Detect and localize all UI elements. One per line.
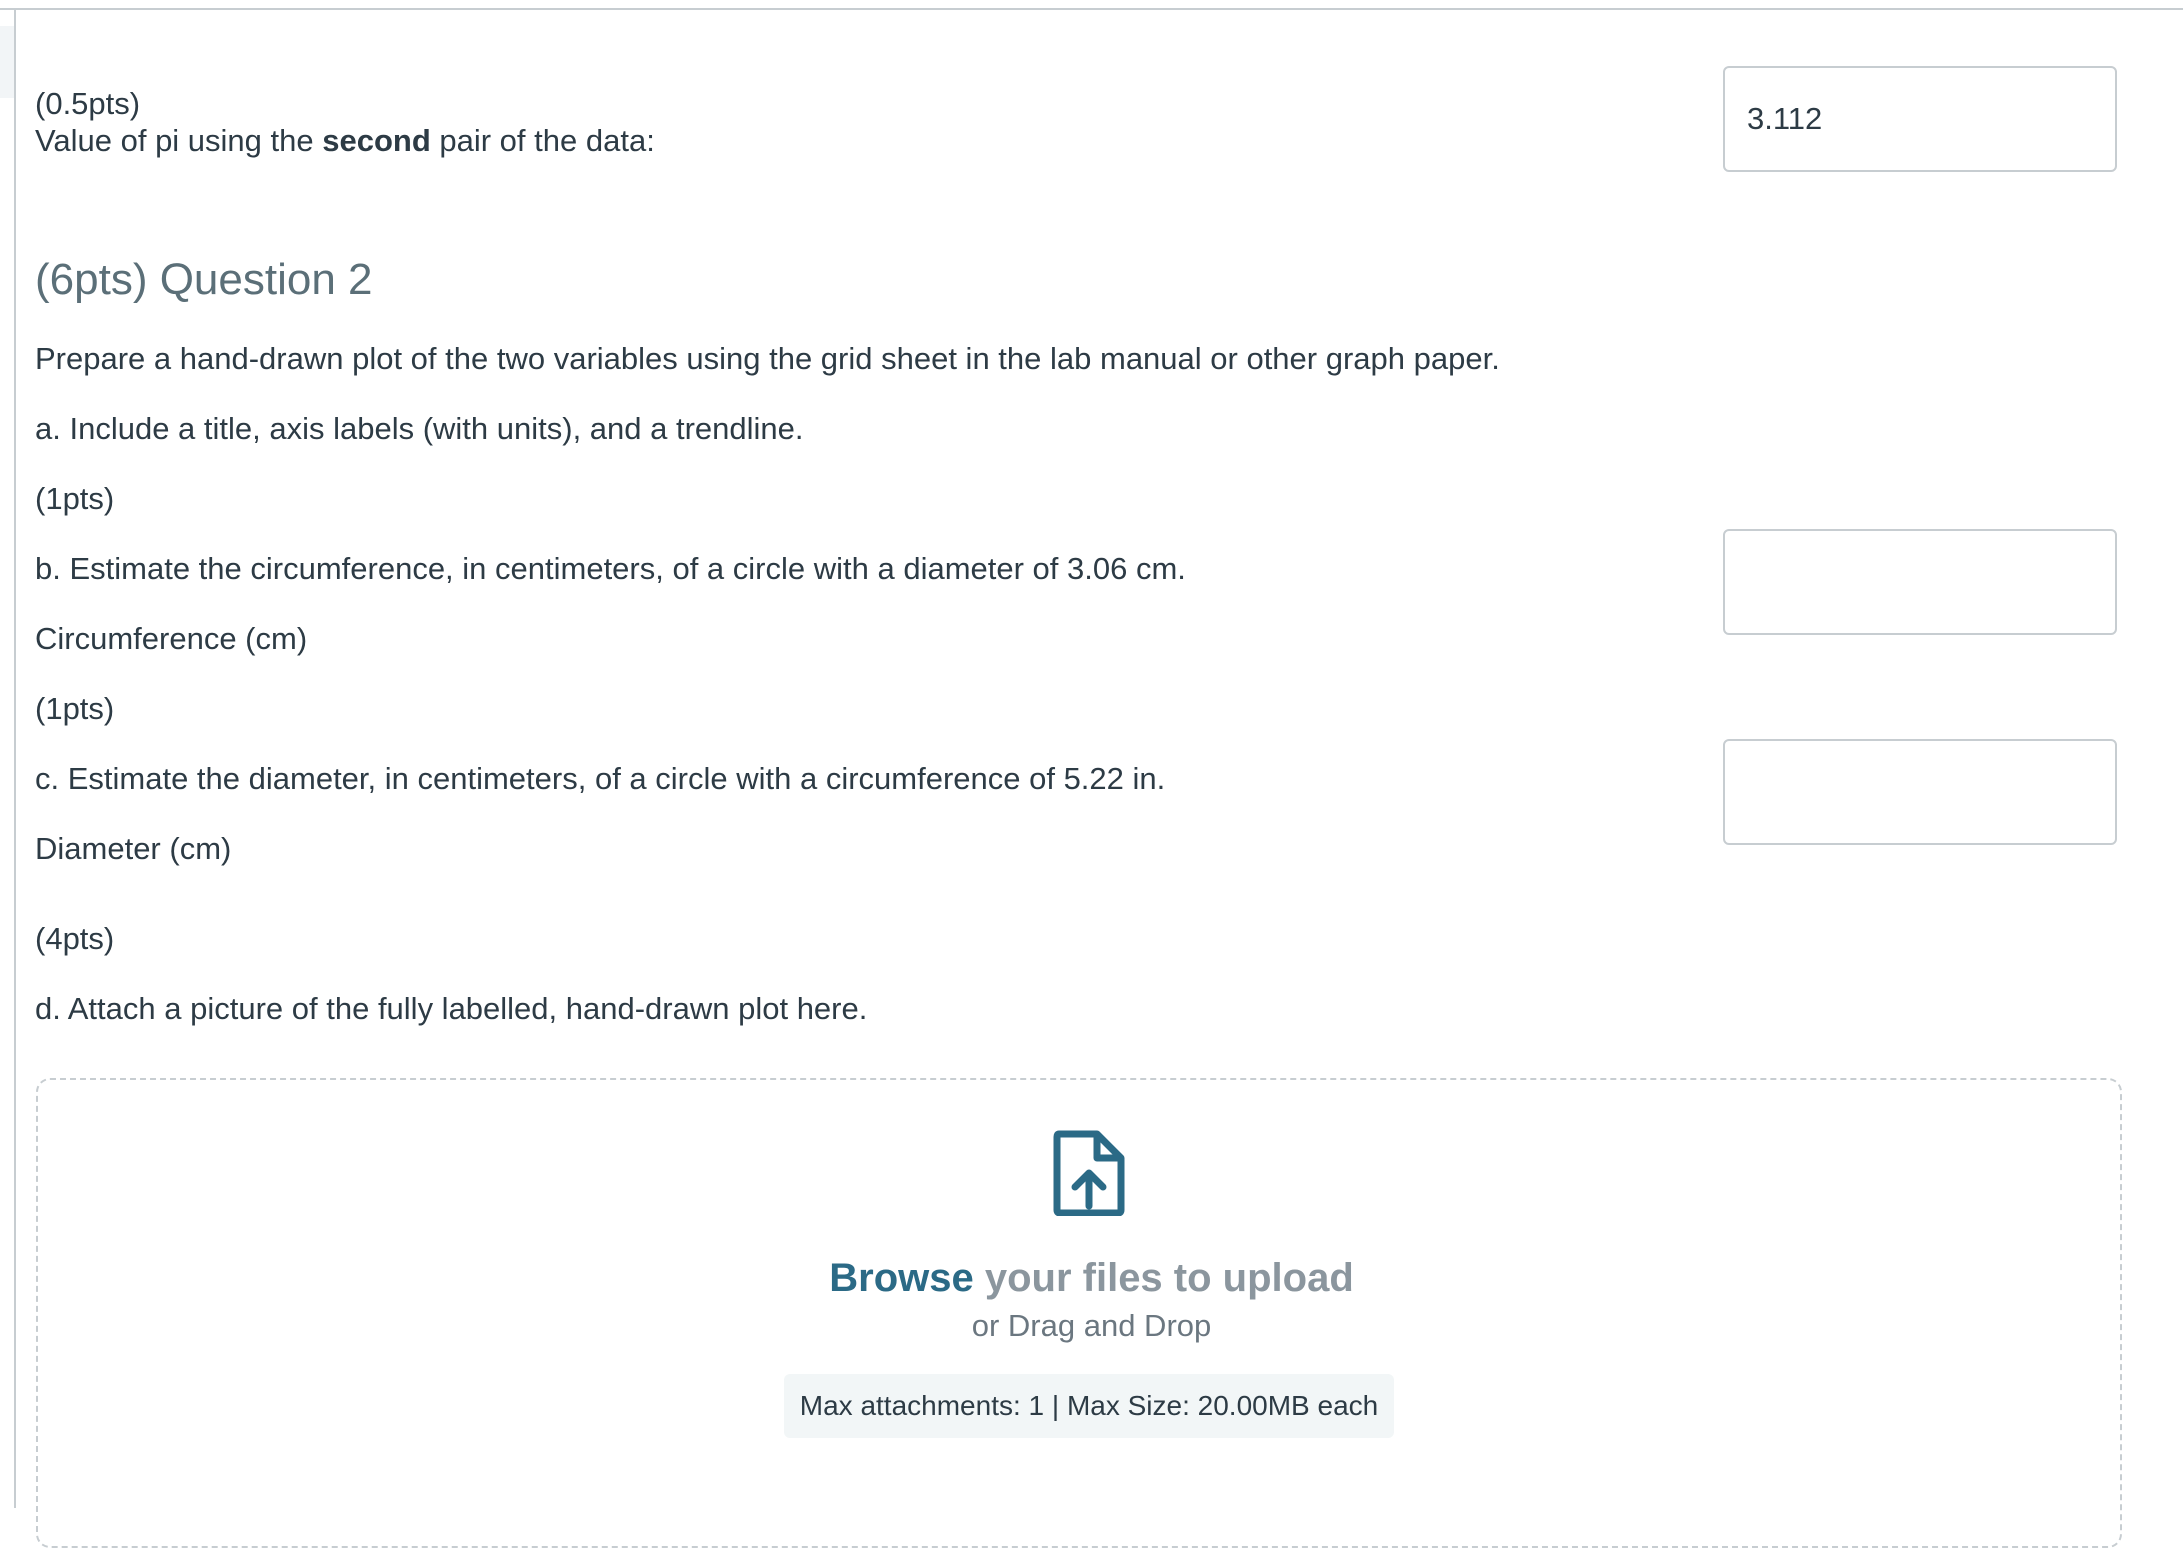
browse-link[interactable]: Browse [829,1256,974,1300]
pi-answer-input[interactable] [1723,66,2117,172]
circumference-label: Circumference (cm) [35,621,308,656]
browse-line [0,1252,2183,1304]
part-c-prompt: c. Estimate the diameter, in centimeters, of a circle with a circumference of 5.22 in. [35,761,1166,796]
points-label-b: (1pts) [35,481,115,516]
left-tab-strip [0,26,14,98]
question-intro: Prepare a hand-drawn plot of the two variables using the grid sheet in the lab manual or other graph paper. [35,341,1500,376]
pi-prompt-bold: second [322,123,431,158]
pi-prompt-after: pair of the data: [430,123,655,158]
pi-prompt-before: Value of pi using the [35,123,323,158]
diameter-label: Diameter (cm) [35,831,232,866]
part-a-prompt: a. Include a title, axis labels (with units), and a trendline. [35,411,804,446]
part-d-prompt: d. Attach a picture of the fully labelled, hand-drawn plot here. [35,991,868,1026]
drag-and-drop-text: or Drag and Drop [971,1308,1212,1343]
upload-limits-badge: Max attachments: 1 | Max Size: 20.00MB each [784,1374,1394,1438]
pi-prompt [35,121,655,161]
top-divider [0,8,2183,10]
browse-line-rest: your files to upload [973,1256,1354,1300]
part-b-prompt: b. Estimate the circumference, in centimeters, of a circle with a diameter of 3.06 cm. [35,551,1186,586]
question-heading: (6pts) Question 2 [35,255,373,304]
file-upload-icon[interactable] [1053,1130,1125,1216]
circumference-answer-input[interactable] [1723,529,2117,635]
diameter-answer-input[interactable] [1723,739,2117,845]
points-label-d: (4pts) [35,921,115,956]
points-label-pi: (0.5pts) [35,86,141,121]
points-label-c: (1pts) [35,691,115,726]
